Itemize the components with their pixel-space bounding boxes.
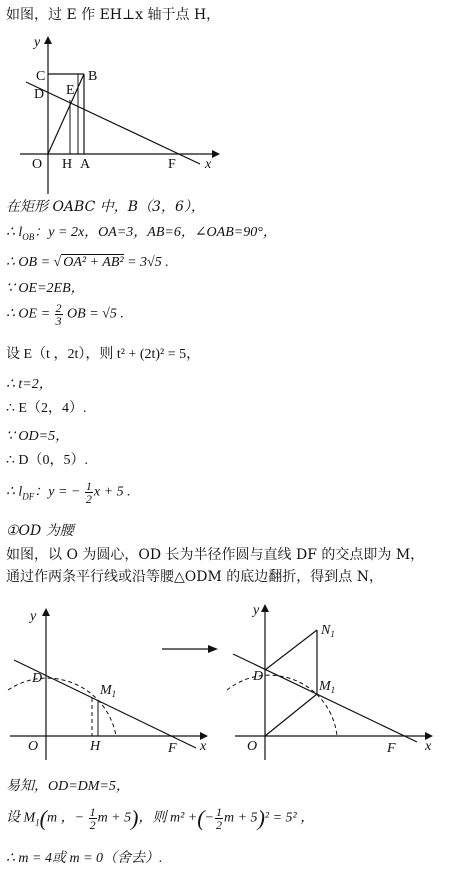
fig1-label-e: E (66, 83, 75, 98)
fig3-label-n (320, 623, 335, 639)
fraction-1-2 (85, 480, 93, 505)
fig2-label-f: F (168, 741, 177, 756)
l6-num: 2 (55, 301, 62, 315)
fig3-y-label: y (253, 603, 260, 618)
fig3-label-d: D (253, 669, 264, 684)
fig3-n-sub: 1 (330, 629, 335, 639)
l12-sub: DF (22, 491, 35, 502)
figure-2-circle-diagram (0, 600, 215, 770)
fig3-n: N (321, 623, 331, 638)
text-line-11 (6, 452, 88, 470)
fig2-m-sub: 1 (111, 689, 117, 699)
fig3-label-m (318, 679, 335, 695)
fig3-label-o: O (247, 739, 258, 754)
l17-expr-2: m + 5 (224, 810, 258, 826)
fig1-label-b: B (88, 69, 98, 84)
text-line-10 (6, 428, 69, 446)
fig3-m-sub: 1 (330, 685, 336, 695)
t-equals-2: ∴ t=2， (6, 377, 53, 392)
fraction-2-3 (55, 302, 63, 327)
text-line-9 (6, 400, 86, 418)
text-line-1 (6, 6, 220, 24)
l17-then: ，则 m² + (138, 810, 198, 826)
text-line-17 (6, 806, 314, 832)
l12-prefix: ∴ l (6, 484, 23, 500)
fig1-y-label: y (34, 35, 41, 50)
l12-num: 1 (85, 479, 92, 493)
text-line-7 (6, 346, 200, 364)
l6-rest: OB = √5 . (67, 306, 124, 322)
e-coordinates: ∴ E（2，4）. (6, 401, 87, 416)
l17-expr: m + 5 (97, 810, 132, 826)
construction-statement: 如图，以 O 为圆心，OD 长为半径作圆与直线 DF 的交点即为 M， (6, 547, 425, 563)
assume-e-statement: 设 E（t ，2t），则 t² + (2t)² = 5， (6, 347, 201, 362)
sqrt-symbol: √ (53, 255, 62, 270)
fraction-1-2-b (215, 806, 223, 831)
fig1-label-c: C (36, 69, 46, 84)
l17-prefix: 设 M (6, 810, 36, 826)
text-line-15 (6, 568, 383, 586)
d-coordinates: ∴ D（0，5）. (6, 453, 89, 468)
l17-sub: 1 (35, 817, 40, 828)
fig1-label-a: A (80, 157, 91, 172)
text-line-13 (6, 522, 74, 540)
rectangle-oabc-statement: 在矩形 OABC 中，B（3，6）， (6, 199, 205, 215)
l12-den: 2 (85, 492, 92, 506)
fraction-1-2-a (89, 806, 97, 831)
l17-mid: m ，− (47, 810, 85, 826)
fig1-label-h: H (62, 157, 73, 172)
l6-prefix: ∴ OE = (6, 306, 51, 322)
text-line-4 (6, 254, 169, 272)
statement-eh-perpendicular: 如图，过 E 作 EH⊥x 轴于点 H， (6, 7, 221, 23)
l17-den-2: 2 (216, 818, 222, 832)
l17-open-paren: ( (39, 805, 47, 831)
text-line-5 (6, 280, 85, 298)
l17-open-paren-2: ( (197, 805, 205, 831)
l4-prefix: ∴ OB = (6, 255, 51, 270)
text-line-14 (6, 546, 424, 564)
fig2-y-label: y (30, 609, 37, 624)
right-arrow-icon (160, 642, 220, 656)
l17-den: 2 (89, 818, 96, 832)
case-od-leg-heading: ①OD 为腰 (6, 523, 74, 539)
fig1-label-d: D (34, 87, 45, 102)
text-line-2 (6, 198, 205, 216)
text-line-12 (6, 480, 131, 506)
fig3-m: M (319, 679, 331, 694)
fig1-label-f: F (168, 157, 176, 172)
l3-sub: OB (22, 231, 35, 242)
od-equals-5: ∵ OD=5， (6, 429, 70, 444)
text-line-6 (6, 302, 124, 327)
fig3-label-f: F (387, 741, 396, 756)
fig1-label-o: O (32, 157, 43, 172)
fig2-label-m (99, 683, 116, 699)
text-line-3 (6, 224, 277, 246)
figure-3-reflection-diagram (225, 600, 445, 770)
fig3-x-label: x (425, 739, 432, 754)
l12-rest: x + 5 . (93, 484, 131, 500)
l17-close-paren: ) (131, 805, 139, 831)
l6-den: 3 (55, 314, 62, 328)
figure-1-rectangle-diagram (0, 24, 460, 204)
l17-square-eq: ² = 5² ， (264, 810, 315, 826)
l3-prefix: ∴ l (6, 225, 23, 240)
fig2-x-label: x (200, 739, 207, 754)
fig2-label-o: O (28, 739, 39, 754)
l4-radicand: OA² + AB² (63, 255, 124, 270)
od-dm-equals-5: 易知，OD=DM=5， (6, 779, 130, 794)
fig2-label-d: D (32, 671, 43, 686)
text-line-8 (6, 376, 53, 394)
fig2-label-h: H (90, 739, 101, 754)
text-line-18 (6, 850, 163, 868)
fig2-m: M (100, 683, 112, 698)
l17-num: 1 (89, 805, 96, 819)
m-solution: ∴ m = 4或 m = 0（舍去）. (6, 851, 163, 866)
l17-num-2: 1 (216, 805, 222, 819)
text-line-16 (6, 778, 130, 796)
l4-result: = 3√5 . (127, 255, 169, 270)
oe-2eb-statement: ∵ OE=2EB， (6, 281, 85, 296)
l17-close-paren-2: ) (257, 805, 265, 831)
l12-mid: ：y = − (34, 484, 81, 500)
reflection-statement: 通过作两条平行线或沿等腰△ODM 的底边翻折，得到点 N， (6, 569, 383, 585)
l17-minus: − (204, 810, 214, 826)
l3-rest: ：y = 2x，OA=3，AB=6，∠OAB=90°， (34, 225, 277, 240)
fig1-x-label: x (205, 157, 212, 172)
